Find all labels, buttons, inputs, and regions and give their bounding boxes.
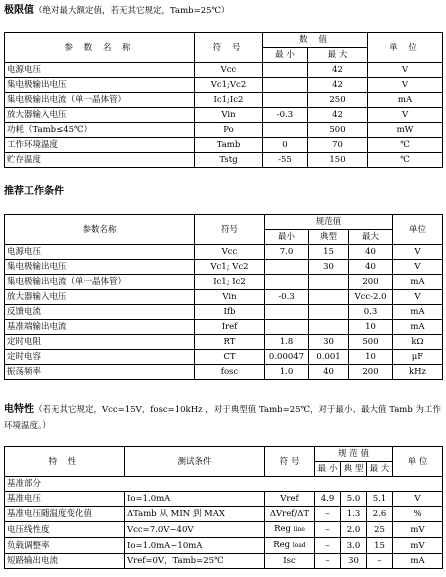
header-cond: 测试条件 <box>125 447 265 477</box>
unit: mA <box>393 275 443 290</box>
header-symbol: 符 号 <box>265 447 315 477</box>
table-row <box>5 290 443 305</box>
param-name: 贮存温度 <box>5 153 195 168</box>
electrical-characteristics-table <box>4 446 443 569</box>
table-row <box>5 245 443 260</box>
unit: mW <box>368 123 443 138</box>
table-row <box>5 538 443 554</box>
min-value <box>265 260 309 275</box>
typ-value: 30 <box>309 335 349 350</box>
unit: ℃ <box>368 138 443 153</box>
header-unit: 单 位 <box>393 447 443 477</box>
section1-heading <box>4 5 230 17</box>
param-name: 工作环境温度 <box>5 138 195 153</box>
symbol: Vcc <box>195 245 265 260</box>
unit: mV <box>393 522 443 538</box>
table-row <box>5 63 443 78</box>
max-value: 150 <box>308 153 368 168</box>
symbol: Ic1; Ic2 <box>195 275 265 290</box>
feature-name: 电压线性度 <box>5 522 125 538</box>
typ-value: 5.0 <box>341 492 367 507</box>
max-value: 42 <box>308 63 368 78</box>
header-range: 规 范 值 <box>315 447 393 462</box>
param-name: 集电极输出电流（单一晶体管） <box>5 93 195 108</box>
table-row <box>5 522 443 538</box>
typ-value: 1.3 <box>341 507 367 522</box>
header-symbol: 符号 <box>195 215 265 245</box>
min-value: 1.0 <box>265 365 309 380</box>
unit: V <box>393 290 443 305</box>
header-typ: 典 型 <box>341 462 367 477</box>
section1-note: （绝对最大额定值，若无其它规定，Tamb=25℃） <box>34 6 230 16</box>
max-value: 250 <box>308 93 368 108</box>
min-value <box>263 78 308 93</box>
section1-title: 极限值 <box>4 5 34 16</box>
table-row <box>5 260 443 275</box>
min-value <box>263 93 308 108</box>
symbol: Vc1;Vc2 <box>195 78 263 93</box>
unit: ℃ <box>368 153 443 168</box>
symbol-main: Isc <box>283 556 296 566</box>
param-name: 电源电压 <box>5 63 195 78</box>
symbol: Tstg <box>195 153 263 168</box>
header-typ: 典型 <box>309 230 349 245</box>
test-condition: Vcc=7.0V~40V <box>125 522 265 538</box>
min-value <box>265 320 309 335</box>
max-value: 2.6 <box>367 507 393 522</box>
table-row <box>5 305 443 320</box>
symbol <box>265 522 315 538</box>
min-value <box>265 305 309 320</box>
param-name: 集电极输出电压 <box>5 260 195 275</box>
param-name: 集电极输出电压 <box>5 78 195 93</box>
unit: kHz <box>393 365 443 380</box>
unit: % <box>393 507 443 522</box>
header-feature: 特 性 <box>5 447 125 477</box>
absolute-max-table <box>4 32 443 168</box>
table-row <box>5 335 443 350</box>
min-value: – <box>315 507 341 522</box>
section2-title: 推荐工作条件 <box>4 186 64 197</box>
typ-value <box>309 305 349 320</box>
typ-value <box>309 320 349 335</box>
recommended-conditions-table <box>4 214 443 380</box>
unit: mA <box>368 93 443 108</box>
unit: kΩ <box>393 335 443 350</box>
symbol: Iref <box>195 320 265 335</box>
symbol <box>265 507 315 522</box>
max-value: Vcc-2.0 <box>349 290 393 305</box>
symbol <box>265 554 315 569</box>
feature-name: 负载调整率 <box>5 538 125 554</box>
header-param: 参 数 名 称 <box>5 33 195 63</box>
max-value: 15 <box>367 538 393 554</box>
symbol-main: Reg <box>274 524 291 534</box>
max-value: 40 <box>349 245 393 260</box>
param-name: 基准端输出电流 <box>5 320 195 335</box>
feature-name: 基准电压随温度变化值 <box>5 507 125 522</box>
param-name: 振荡频率 <box>5 365 195 380</box>
table-row <box>5 507 443 522</box>
feature-name: 基准电压 <box>5 492 125 507</box>
table-row <box>5 78 443 93</box>
header-unit: 单位 <box>393 215 443 245</box>
table-row <box>5 554 443 569</box>
unit: mA <box>393 554 443 569</box>
min-value: -0.3 <box>265 290 309 305</box>
table-row <box>5 108 443 123</box>
table-row <box>5 138 443 153</box>
header-range: 规范值 <box>265 215 393 230</box>
min-value: 0 <box>263 138 308 153</box>
symbol: Vin <box>195 290 265 305</box>
param-name: 定时电阻 <box>5 335 195 350</box>
typ-value: 2.0 <box>341 522 367 538</box>
min-value: – <box>315 522 341 538</box>
max-value: 500 <box>349 335 393 350</box>
symbol: Ifb <box>195 305 265 320</box>
unit: V <box>393 260 443 275</box>
header-param: 参数名称 <box>5 215 195 245</box>
unit: mA <box>393 320 443 335</box>
unit: mA <box>393 305 443 320</box>
symbol: RT <box>195 335 265 350</box>
symbol: fosc <box>195 365 265 380</box>
symbol: Ic1;Ic2 <box>195 93 263 108</box>
max-value: 200 <box>349 365 393 380</box>
typ-value: 3.0 <box>341 538 367 554</box>
min-value: -0.3 <box>263 108 308 123</box>
symbol-subscript: load <box>292 542 306 549</box>
symbol-main: Vref <box>280 494 299 504</box>
min-value: -55 <box>263 153 308 168</box>
feature-name: 短路输出电流 <box>5 554 125 569</box>
typ-value: 30 <box>309 260 349 275</box>
max-value: 10 <box>349 320 393 335</box>
min-value <box>263 63 308 78</box>
group-label: 基准部分 <box>5 477 443 492</box>
param-name: 放大器输入电压 <box>5 290 195 305</box>
header-max: 最 大 <box>308 48 368 63</box>
min-value: – <box>315 554 341 569</box>
typ-value: 0.001 <box>309 350 349 365</box>
symbol <box>265 492 315 507</box>
test-condition: Io=1.0mA <box>125 492 265 507</box>
symbol: Vc1; Vc2 <box>195 260 265 275</box>
unit: V <box>393 245 443 260</box>
min-value <box>263 123 308 138</box>
table-row <box>5 320 443 335</box>
max-value: 25 <box>367 522 393 538</box>
min-value <box>265 275 309 290</box>
header-min: 最小 <box>265 230 309 245</box>
typ-value: 15 <box>309 245 349 260</box>
param-name: 反馈电流 <box>5 305 195 320</box>
symbol: Po <box>195 123 263 138</box>
min-value: 4.9 <box>315 492 341 507</box>
symbol: CT <box>195 350 265 365</box>
param-name: 功耗（Tamb≤45℃） <box>5 123 195 138</box>
max-value: – <box>367 554 393 569</box>
unit: V <box>393 492 443 507</box>
section3-title: 电特性 <box>4 404 34 415</box>
max-value: 42 <box>308 108 368 123</box>
max-value: 0.3 <box>349 305 393 320</box>
symbol: Tamb <box>195 138 263 153</box>
typ-value: 30 <box>341 554 367 569</box>
param-name: 集电极输出电流（单一晶体管） <box>5 275 195 290</box>
max-value: 70 <box>308 138 368 153</box>
symbol-main: Reg <box>273 540 291 550</box>
header-value: 数 值 <box>263 33 368 48</box>
unit: V <box>368 78 443 93</box>
max-value: 42 <box>308 78 368 93</box>
max-value: 200 <box>349 275 393 290</box>
test-condition: Vref=0V，Tamb=25℃ <box>125 554 265 569</box>
table-row <box>5 365 443 380</box>
param-name: 电源电压 <box>5 245 195 260</box>
table-row <box>5 93 443 108</box>
unit: μF <box>393 350 443 365</box>
header-min: 最 小 <box>315 462 341 477</box>
param-name: 定时电容 <box>5 350 195 365</box>
table-row <box>5 492 443 507</box>
table-row <box>5 123 443 138</box>
max-value: 5.1 <box>367 492 393 507</box>
unit: V <box>368 63 443 78</box>
header-max: 最 大 <box>367 462 393 477</box>
unit: mV <box>393 538 443 554</box>
symbol: Vin <box>195 108 263 123</box>
symbol: Vcc <box>195 63 263 78</box>
header-max: 最大 <box>349 230 393 245</box>
min-value: 0.00047 <box>265 350 309 365</box>
max-value: 10 <box>349 350 393 365</box>
typ-value: 40 <box>309 365 349 380</box>
symbol-main: ΔVref/ΔT <box>269 509 310 519</box>
min-value: – <box>315 538 341 554</box>
min-value: 7.0 <box>265 245 309 260</box>
header-min: 最 小 <box>263 48 308 63</box>
symbol <box>265 538 315 554</box>
table-row <box>5 275 443 290</box>
max-value: 40 <box>349 260 393 275</box>
symbol-subscript: line <box>293 526 305 533</box>
header-symbol: 符 号 <box>195 33 263 63</box>
min-value: 1.8 <box>265 335 309 350</box>
test-condition: Io=1.0mA~10mA <box>125 538 265 554</box>
table-row <box>5 350 443 365</box>
unit: V <box>368 108 443 123</box>
param-name: 放大器输入电压 <box>5 108 195 123</box>
section3-heading <box>4 402 444 434</box>
test-condition: ΔTamb 从 MIN 到 MAX <box>125 507 265 522</box>
table-row <box>5 153 443 168</box>
typ-value <box>309 290 349 305</box>
max-value: 500 <box>308 123 368 138</box>
typ-value <box>309 275 349 290</box>
section3-note: （若无其它规定，Vcc=15V，fosc=10kHz ，对于典型值 Tamb=25℃，对于最小、最大值 Tamb 为工作环境温度。） <box>4 405 442 431</box>
section2-heading <box>4 186 64 198</box>
header-unit: 单 位 <box>368 33 443 63</box>
